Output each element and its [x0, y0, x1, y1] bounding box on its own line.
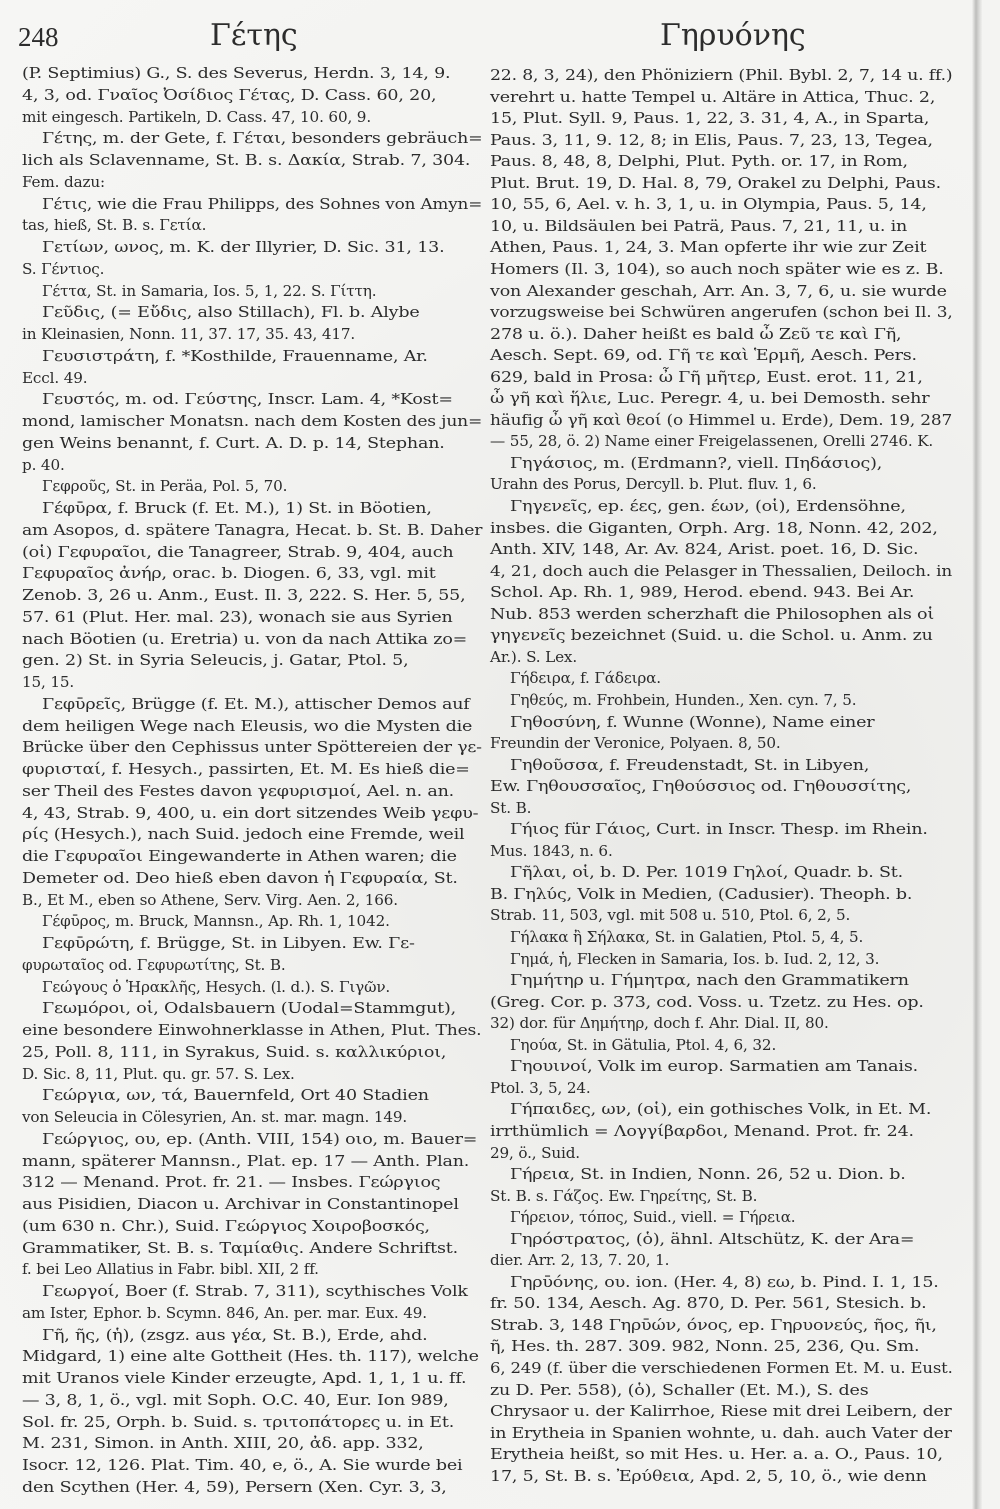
- text-line: 29, ö., Suid.: [490, 1143, 580, 1162]
- entry-headword-line: Γεώγους ὁ Ἡρακλῆς, Hesych. (l. d.). S. Γιγῶν.: [42, 977, 391, 996]
- text-line: f. bei Leo Allatius in Fabr. bibl. XII, 2 ff.: [22, 1260, 319, 1279]
- text-line: den Scythen (Her. 4, 59), Persern (Xen. Cyr. 3, 3,: [22, 1477, 447, 1496]
- entry-headword-line: Γήλακα ἢ Σήλακα, St. in Galatien, Ptol. 5, 4, 5.: [510, 928, 864, 946]
- entry-headword-line: Γηθεύς, m. Frohbein, Hunden., Xen. cyn. 7, 5.: [510, 690, 857, 709]
- text-line: in Kleinasien, Nonn. 11, 37. 17, 35. 43, 417.: [22, 325, 356, 343]
- text-line: Aesch. Sept. 69, od. Γῆ τε καὶ Ἑρμῆ, Aesch. Pers.: [490, 346, 917, 365]
- entry-headword-line: Γηγάσιος, m. (Erdmann?, viell. Πηδάσιος),: [510, 453, 883, 472]
- text-line: Freundin der Veronice, Polyaen. 8, 50.: [490, 734, 781, 753]
- entry-headword-line: Γέφῡρα, f. Bruck (f. Et. M.), 1) St. in Böotien,: [42, 499, 432, 517]
- entry-headword-line: Γέφῡρος, m. Bruck, Mannsn., Ap. Rh. 1, 1042.: [42, 912, 390, 931]
- entry-headword-line: Γεφροῦς, St. in Peräa, Pol. 5, 70.: [42, 477, 288, 496]
- entry-headword-line: Γῆ, ῆς, (ἡ), (zsgz. aus γέα, St. B.), Erde, ahd.: [42, 1325, 428, 1344]
- text-line: M. 231, Simon. in Anth. XIII, 20, ἀδ. app. 332,: [22, 1434, 424, 1453]
- text-line: mit Uranos viele Kinder erzeugte, Apd. 1, 1, 1 u. ff.: [22, 1369, 467, 1387]
- text-line: Grammatiker, St. B. s. Ταμίαθις. Andere Schriftst.: [22, 1238, 459, 1257]
- text-line: häufig ὦ γῆ καὶ θεοί (o Himmel u. Erde), Dem. 19, 287: [490, 410, 953, 429]
- text-line: ῆ, Hes. th. 287. 309. 982, Nonn. 25, 236, Qu. Sm.: [490, 1337, 920, 1356]
- text-line: 4, 21, doch auch die Pelasger in Thessalien, Deiloch. in: [490, 561, 953, 580]
- text-line: (um 630 n. Chr.), Suid. Γεώργιος Χοιροβοσκός,: [22, 1216, 430, 1235]
- text-line: in Erytheia in Spanien wohnte, u. dah. auch Vater der: [490, 1423, 952, 1442]
- entry-headword-line: Γεῦδις, (= Εὔδις, also Stillach), Fl. b. Alybe: [42, 303, 420, 322]
- text-line: Nub. 853 werden scherzhaft die Philosophen als οἱ: [490, 604, 935, 623]
- text-line: aus Pisidien, Diacon u. Archivar in Constantinopel: [22, 1195, 459, 1213]
- entry-headword-line: Γημήτηρ u. Γήμητρα, nach den Grammatikern: [510, 971, 909, 990]
- text-line: gen Weins benannt, f. Curt. A. D. p. 14, Stephan.: [22, 433, 445, 452]
- text-line: am Ister, Ephor. b. Scymn. 846, An. per. mar. Eux. 49.: [22, 1303, 427, 1322]
- text-line: 629, bald in Prosa: ὦ Γῆ μῆτερ, Eust. erot. 11, 21,: [490, 367, 923, 386]
- text-line: 17, 5, St. B. s. Ἐρύθεια, Apd. 2, 5, 10, ö., wie denn: [490, 1466, 927, 1485]
- entry-headword-line: Γευστός, m. od. Γεύστης, Inscr. Lam. 4, *Kost=: [42, 390, 453, 409]
- entry-headword-line: Γέτις, wie die Frau Philipps, des Sohnes von Amyn=: [42, 194, 483, 213]
- text-line: Isocr. 12, 126. Plat. Tim. 40, e, ö., A. Sie wurde bei: [22, 1456, 463, 1474]
- text-line: 10, 55, 6, Ael. v. h. 3, 1, u. in Olympia, Paus. 5, 14,: [490, 195, 927, 214]
- text-line: eine besondere Einwohnerklasse in Athen, Plut. Thes.: [22, 1021, 482, 1039]
- text-line: D. Sic. 8, 11, Plut. qu. gr. 57. S. Lex.: [22, 1064, 295, 1083]
- entry-headword-line: Γηούα, St. in Gätulia, Ptol. 4, 6, 32.: [510, 1035, 777, 1054]
- text-line: lich als Sclavenname, St. B. s. Δακία, Strab. 7, 304.: [22, 151, 471, 169]
- text-line: B. Γηλύς, Volk in Medien, (Cadusier). Theoph. b.: [490, 884, 913, 903]
- entry-headword-line: Γηρῡόνης, ου. ion. (Her. 4, 8) εω, b. Pind. I. 1, 15.: [510, 1272, 939, 1291]
- text-line: Paus. 8, 48, 8, Delphi, Plut. Pyth. or. 17, in Rom,: [490, 152, 908, 171]
- text-line: B., Et M., eben so Athene, Serv. Virg. Aen. 2, 166.: [22, 890, 398, 909]
- text-line: vorzugsweise bei Schwüren angerufen (schon bei Il. 3,: [490, 303, 953, 322]
- text-line: zu D. Per. 558), (ὁ), Schaller (Et. M.), S. des: [490, 1380, 869, 1399]
- text-line: am Asopos, d. spätere Tanagra, Hecat. b. St. B. Daher: [22, 520, 483, 539]
- entry-headword-line: Γεωργοί, Boer (f. Strab. 7, 311), scythisches Volk: [42, 1282, 468, 1300]
- text-line: Fem. dazu:: [22, 172, 105, 191]
- text-line: dem heiligen Wege nach Eleusis, wo die Mysten die: [22, 716, 473, 735]
- entry-headword-line: Γέττα, St. in Samaria, Ios. 5, 1, 22. S. Γίττη.: [42, 281, 377, 300]
- text-line: 32) dor. für Δημήτηρ, doch f. Ahr. Dial. II, 80.: [490, 1014, 829, 1033]
- text-line: mit eingesch. Partikeln, D. Cass. 47, 10. 60, 9.: [22, 107, 372, 126]
- entry-headword-line: Γεφῡρεῖς, Brügge (f. Et. M.), attischer Demos auf: [42, 694, 470, 713]
- text-line: (P. Septimius) G., S. des Severus, Herdn. 3, 14, 9.: [22, 64, 451, 82]
- text-line: St. B.: [490, 798, 532, 817]
- text-line: p. 40.: [22, 455, 65, 474]
- text-line: — 55, 28, ö. 2) Name einer Freigelassenen, Orelli 2746. K.: [490, 432, 934, 451]
- text-line: tas, hieß, St. B. s. Γετία.: [22, 216, 207, 235]
- page-number: 248: [18, 22, 59, 52]
- text-line: Zenob. 3, 26 u. Anm., Eust. Il. 3, 222. S. Her. 5, 55,: [22, 586, 466, 604]
- text-line: Athen, Paus. 1, 24, 3. Man opferte ihr wie zur Zeit: [490, 238, 927, 257]
- text-line: — 3, 8, 1, ö., vgl. mit Soph. O.C. 40, Eur. Ion 989,: [22, 1390, 449, 1409]
- entry-headword-line: Γηθοσύνη, f. Wunne (Wonne), Name einer: [510, 712, 875, 731]
- text-line: Schol. Ap. Rh. 1, 989, Herod. ebend. 943. Bei Ar.: [490, 583, 915, 602]
- text-line: 4, 43, Strab. 9, 400, u. ein dort sitzendes Weib γεφυ-: [22, 803, 479, 822]
- text-line: 10, u. Bildsäulen bei Paträ, Paus. 7, 21, 11, u. in: [490, 216, 908, 235]
- text-line: mann, späterer Mannsn., Plat. ep. 17 — Anth. Plan.: [22, 1151, 470, 1170]
- entry-headword-line: Γηθοῦσσα, f. Freudenstadt, St. in Libyen,: [510, 755, 870, 774]
- text-line: Ew. Γηθουσσαῖος, Γηθούσσιος od. Γηθουσσίτης,: [490, 777, 912, 796]
- text-line: gen. 2) St. in Syria Seleucis, j. Gatar, Ptol. 5,: [22, 651, 409, 670]
- text-line: Erytheia heißt, so mit Hes. u. Her. a. a. O., Paus. 10,: [490, 1445, 943, 1464]
- text-line: 4, 3, od. Γναῖος Ὀσίδιος Γέτας, D. Cass. 60, 20,: [22, 85, 437, 104]
- entry-headword-line: Γέτης, m. der Gete, f. Γέται, besonders gebräuch=: [42, 129, 483, 148]
- text-line: Plut. Brut. 19, D. Hal. 8, 79, Orakel zu Delphi, Paus.: [490, 173, 941, 192]
- entry-headword-line: Γηουινοί, Volk im europ. Sarmatien am Tanais.: [510, 1057, 919, 1076]
- running-head-left: Γέτης: [210, 18, 298, 53]
- text-line: nach Böotien (u. Eretria) u. von da nach Attika zo=: [22, 629, 468, 648]
- text-line: Anth. XIV, 148, Ar. Av. 824, Arist. poet. 16, D. Sic.: [490, 540, 919, 559]
- running-head-right: Γηρυόνης: [660, 18, 806, 53]
- text-line: Demeter od. Deo hieß eben davon ἡ Γεφυραία, St.: [22, 868, 458, 887]
- text-line: φυρισταί, f. Hesych., passirten, Et. M. Es hieß die=: [22, 760, 470, 778]
- text-line: insbes. die Giganten, Orph. Arg. 18, Nonn. 42, 202,: [490, 518, 938, 537]
- text-line: 22. 8, 3, 24), den Phöniziern (Phil. Bybl. 2, 7, 14 u. ff.): [490, 66, 953, 84]
- text-line: Midgard, 1) eine alte Gottheit (Hes. th. 117), welche: [22, 1347, 479, 1366]
- text-line: ser Theil des Festes davon γεφυρισμοί, Ael. n. an.: [22, 781, 455, 800]
- text-line: (οἱ) Γεφυραῖοι, die Tanagreer, Strab. 9, 404, auch: [22, 542, 454, 561]
- text-line: St. B. s. Γάζος. Ew. Γηρείτης, St. B.: [490, 1186, 758, 1205]
- entry-headword-line: Γετίων, ωνος, m. K. der Illyrier, D. Sic. 31, 13.: [42, 238, 445, 256]
- text-line: Homers (Il. 3, 104), so auch noch später wie es z. B.: [490, 259, 944, 278]
- entry-headword-line: Γήιος für Γάιος, Curt. in Inscr. Thesp. im Rhein.: [510, 820, 928, 839]
- entry-headword-line: Γήδειρα, f. Γάδειρα.: [510, 669, 661, 688]
- entry-headword-line: Γημά, ἡ, Flecken in Samaria, Ios. b. Iud. 2, 12, 3.: [510, 949, 880, 968]
- entry-headword-line: Γῆλαι, οἱ, b. D. Per. 1019 Γηλοί, Quadr. b. St.: [510, 863, 903, 882]
- text-line: verehrt u. hatte Tempel u. Altäre in Attica, Thuc. 2,: [490, 87, 936, 106]
- entry-headword-line: Γήρεια, St. in Indien, Nonn. 26, 52 u. Dion. b.: [510, 1165, 906, 1184]
- text-line: Ptol. 3, 5, 24.: [490, 1078, 591, 1097]
- text-line: mond, lamischer Monatsn. nach dem Kosten des jun=: [22, 412, 483, 430]
- text-line: Mus. 1843, n. 6.: [490, 841, 613, 860]
- text-line: Strab. 3, 148 Γηρῡών, όνος, ep. Γηρυονεύς, ῆος, ῆι,: [490, 1315, 937, 1334]
- text-line: Brücke über den Cephissus unter Spöttereien der γε-: [22, 738, 482, 757]
- entry-headword-line: Γεώργιος, ου, ep. (Anth. VIII, 154) οιο, m. Bauer=: [42, 1129, 478, 1148]
- entry-headword-line: Γεώργια, ων, τά, Bauernfeld, Ort 40 Stadien: [42, 1086, 429, 1105]
- entry-headword-line: Γεωμόροι, οἱ, Odalsbauern (Uodal=Stammgut),: [42, 999, 457, 1018]
- entry-headword-line: Γήρειον, τόπος, Suid., viell. = Γήρεια.: [510, 1208, 796, 1227]
- text-line: 15, 15.: [22, 673, 75, 691]
- text-line: Ar.). S. Lex.: [490, 647, 578, 666]
- text-line: Urahn des Porus, Dercyll. b. Plut. fluv. 1, 6.: [490, 475, 817, 494]
- text-line: irrthümlich = Λογγίβαρδοι, Menand. Prot. fr. 24.: [490, 1121, 914, 1140]
- text-line: ρίς (Hesych.), nach Suid. jedoch eine Fremde, weil: [22, 825, 465, 844]
- entry-headword-line: Γηρόστρατος, (ὁ), ähnl. Altschütz, K. der Ara=: [510, 1229, 915, 1248]
- text-line: 278 u. ö.). Daher heißt es bald ὦ Ζεῦ τε καὶ Γῆ,: [490, 324, 902, 343]
- text-line: 15, Plut. Syll. 9, Paus. 1, 22, 3. 31, 4, A., in Sparta,: [490, 109, 930, 128]
- text-line: 25, Poll. 8, 111, in Syrakus, Suid. s. καλλικύριοι,: [22, 1042, 447, 1061]
- text-line: Chrysaor u. der Kalirrhoe, Riese mit drei Leibern, der: [490, 1402, 952, 1421]
- entry-headword-line: Γηγενεῖς, ep. έες, gen. έων, (οἱ), Erdensöhne,: [510, 497, 906, 515]
- text-line: (Greg. Cor. p. 373, cod. Voss. u. Tzetz. zu Hes. op.: [490, 992, 924, 1011]
- text-line: dier. Arr. 2, 13, 7. 20, 1.: [490, 1251, 670, 1270]
- text-line: die Γεφυραῖοι Eingewanderte in Athen waren; die: [22, 847, 457, 865]
- entry-headword-line: Γήπαιδες, ων, (οἱ), ein gothisches Volk, in Et. M.: [510, 1100, 932, 1119]
- text-line: 312 — Menand. Prot. fr. 21. — Insbes. Γεώργιος: [22, 1173, 441, 1192]
- page-margin-strip: [982, 0, 1000, 1509]
- text-line: Strab. 11, 503, vgl. mit 508 u. 510, Ptol. 6, 2, 5.: [490, 906, 851, 925]
- text-line: 6, 249 (f. über die verschiedenen Formen Et. M. u. Eust.: [490, 1359, 953, 1377]
- text-line: 57. 61 (Plut. Her. mal. 23), wonach sie aus Syrien: [22, 607, 453, 626]
- text-line: Eccl. 49.: [22, 368, 88, 387]
- entry-headword-line: Γεφῡρώτη, f. Brügge, St. in Libyen. Ew. Γε-: [42, 934, 415, 952]
- text-line: Paus. 3, 11, 9. 12, 8; in Elis, Paus. 7, 23, 13, Tegea,: [490, 130, 933, 149]
- entry-headword-line: Γευσιστράτη, f. *Kosthilde, Frauenname, Ar.: [42, 346, 428, 365]
- text-line: Γεφυραῖος ἀνήρ, orac. b. Diogen. 6, 33, vgl. mit: [22, 564, 436, 583]
- page-fold-shadow: [972, 0, 982, 1509]
- text-line: ὦ γῆ καὶ ἥλιε, Luc. Peregr. 4, u. bei Demosth. sehr: [490, 389, 930, 408]
- text-line: von Seleucia in Cölesyrien, An. st. mar. magn. 149.: [22, 1108, 408, 1126]
- text-line: S. Γέντιος.: [22, 259, 105, 278]
- text-line: γηγενεῖς bezeichnet (Suid. u. die Schol. u. Anm. zu: [490, 626, 933, 645]
- text-line: Sol. fr. 25, Orph. b. Suid. s. τριτοπάτορες u. in Et.: [22, 1412, 455, 1431]
- text-line: von Alexander geschah, Arr. An. 3, 7, 6, u. sie wurde: [490, 281, 947, 300]
- text-line: φυρωταῖος od. Γεφυρωτίτης, St. B.: [22, 955, 286, 974]
- text-line: fr. 50. 134, Aesch. Ag. 870, D. Per. 561, Stesich. b.: [490, 1294, 927, 1313]
